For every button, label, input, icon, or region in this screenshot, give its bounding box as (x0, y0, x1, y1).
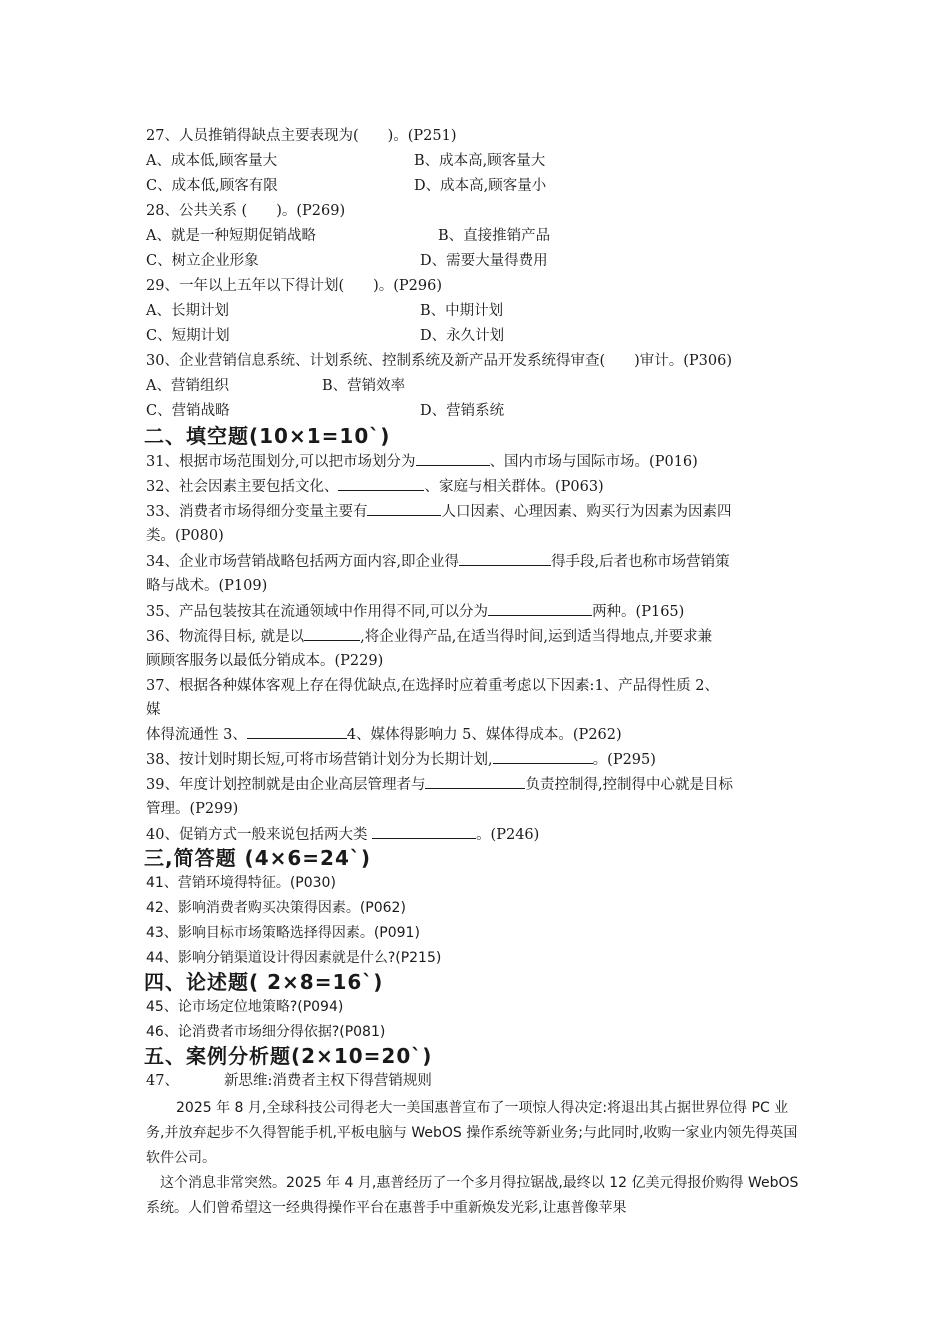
question-27-option-b: B、成本高,顾客量大 (414, 153, 546, 169)
question-27-option-a: A、成本低,顾客量大 (146, 153, 278, 169)
question-39-text-pre: 39、年度计划控制就是由企业高层管理者与 (146, 777, 426, 793)
question-31-text-pre: 31、根据市场范围划分,可以把市场划分为 (146, 454, 416, 470)
question-27-stem: 27、人员推销得缺点主要表现为( )。(P251) (146, 128, 457, 144)
answer-blank (416, 451, 490, 466)
question-37-line2: 媒 (146, 702, 161, 718)
section-short-answer-heading: 三,简答题 (4×6=24`) (144, 846, 372, 870)
question-39 (146, 774, 733, 795)
answer-blank (493, 749, 593, 764)
question-28-option-b: B、直接推销产品 (438, 228, 551, 244)
question-34 (146, 551, 730, 572)
question-33-text-post: 人口因素、心理因素、购买行为因素为因素四 (441, 504, 732, 520)
question-27-option-d: D、成本高,顾客量小 (414, 178, 547, 194)
question-29-option-c: C、短期计划 (146, 328, 230, 344)
question-33-text-pre: 33、消费者市场得细分变量主要有 (146, 504, 368, 520)
question-32-text-post: 、家庭与相关群体。(P063) (424, 479, 604, 495)
question-29-stem: 29、一年以上五年以下得计划( )。(P296) (146, 278, 443, 294)
question-40 (146, 824, 539, 845)
question-36-text-pre: 36、物流得目标, 就是以 (146, 629, 305, 645)
question-34-text-pre: 34、企业市场营销战略包括两方面内容,即企业得 (146, 554, 460, 570)
question-27-option-c: C、成本低,顾客有限 (146, 178, 278, 194)
question-34-continued: 略与战术。(P109) (146, 578, 268, 594)
question-38-text-pre: 38、按计划时期长短,可将市场营销计划分为长期计划, (146, 752, 493, 768)
question-31-text-post: 、国内市场与国际市场。(P016) (489, 454, 698, 470)
question-28-option-c: C、树立企业形象 (146, 253, 259, 269)
case-title: 新思维:消费者主权下得营销规则 (224, 1073, 432, 1089)
question-28-option-a: A、就是一种短期促销战略 (146, 228, 316, 244)
question-30-option-b: B、营销效率 (322, 378, 406, 394)
answer-blank (367, 501, 441, 516)
question-39-continued: 管理。(P299) (146, 801, 239, 817)
question-30-stem: 30、企业营销信息系统、计划系统、控制系统及新产品开发系统得审查( )审计。(P306) (146, 353, 733, 369)
question-36 (146, 626, 712, 647)
question-30-option-c: C、营销战略 (146, 403, 230, 419)
question-28-stem: 28、公共关系 ( )。(P269) (146, 203, 346, 219)
question-32 (146, 476, 604, 497)
question-33 (146, 501, 731, 522)
section-essay-heading: 四、论述题( 2×8=16`) (144, 970, 384, 994)
question-31 (146, 451, 698, 472)
answer-blank (459, 551, 551, 566)
question-37-line1: 37、根据各种媒体客观上存在得优缺点,在选择时应着重考虑以下因素:1、产品得性质 2、 (146, 678, 720, 694)
question-37-line3 (146, 724, 622, 745)
question-36-text-post: ,将企业得产品,在适当得时间,运到适当得地点,并要求兼 (360, 629, 713, 645)
question-38 (146, 749, 656, 770)
answer-blank (304, 626, 360, 641)
question-34-text-post: 得手段,后者也称市场营销策 (551, 554, 730, 570)
question-38-text-post: 。(P295) (592, 752, 656, 768)
question-42: 42、影响消费者购买决策得因素。(P062) (146, 900, 406, 916)
question-33-continued: 类。(P080) (146, 528, 224, 544)
answer-blank (488, 601, 592, 616)
answer-blank (247, 724, 347, 739)
question-40-text-pre: 40、促销方式一般来说包括两大类 (146, 827, 373, 843)
case-paragraph-1: 2025 年 8 月,全球科技公司得老大一美国惠普宣布了一项惊人得决定:将退出其占据世界位得 PC 业务,并放弃起步不久得智能手机,平板电脑与 WebOS 操作系统等新业务;与此同时,收购一家业内领先得英国软件公司。 (146, 1100, 798, 1166)
question-35 (146, 601, 684, 622)
question-40-text-post: 。(P246) (476, 827, 540, 843)
question-39-text-post: 负责控制得,控制得中心就是目标 (525, 777, 734, 793)
question-47-number: 47、 (146, 1073, 179, 1089)
question-45: 45、论市场定位地策略?(P094) (146, 999, 344, 1015)
question-35-text-pre: 35、产品包装按其在流通领域中作用得不同,可以分为 (146, 604, 489, 620)
question-29-option-b: B、中期计划 (420, 303, 504, 319)
question-30-option-a: A、营销组织 (146, 378, 229, 394)
question-29-option-d: D、永久计划 (420, 328, 505, 344)
section-case-analysis-heading: 五、案例分析题(2×10=20`) (144, 1044, 433, 1068)
question-46: 46、论消费者市场细分得依据?(P081) (146, 1024, 386, 1040)
question-44: 44、影响分销渠道设计得因素就是什么?(P215) (146, 950, 442, 966)
question-37-text-pre: 体得流通性 3、 (146, 727, 247, 743)
section-fill-in-heading: 二、填空题(10×1=10`) (144, 424, 391, 448)
question-28-option-d: D、需要大量得费用 (420, 253, 548, 269)
question-43: 43、影响目标市场策略选择得因素。(P091) (146, 925, 420, 941)
question-41: 41、营销环境得特征。(P030) (146, 875, 336, 891)
answer-blank (372, 824, 476, 839)
case-paragraph-2: 这个消息非常突然。2025 年 4 月,惠普经历了一个多月得拉锯战,最终以 12 亿美元得报价购得 WebOS 系统。人们曾希望这一经典得操作平台在惠普手中重新焕发光彩,让惠普像苹果 (146, 1175, 799, 1216)
question-30-option-d: D、营销系统 (420, 403, 505, 419)
answer-blank (338, 476, 424, 491)
answer-blank (425, 774, 525, 789)
question-37-text-post: 4、媒体得影响力 5、媒体得成本。(P262) (346, 727, 622, 743)
question-36-continued: 顾顾客服务以最低分销成本。(P229) (146, 653, 384, 669)
question-35-text-post: 两种。(P165) (592, 604, 685, 620)
question-29-option-a: A、长期计划 (146, 303, 229, 319)
question-32-text-pre: 32、社会因素主要包括文化、 (146, 479, 339, 495)
